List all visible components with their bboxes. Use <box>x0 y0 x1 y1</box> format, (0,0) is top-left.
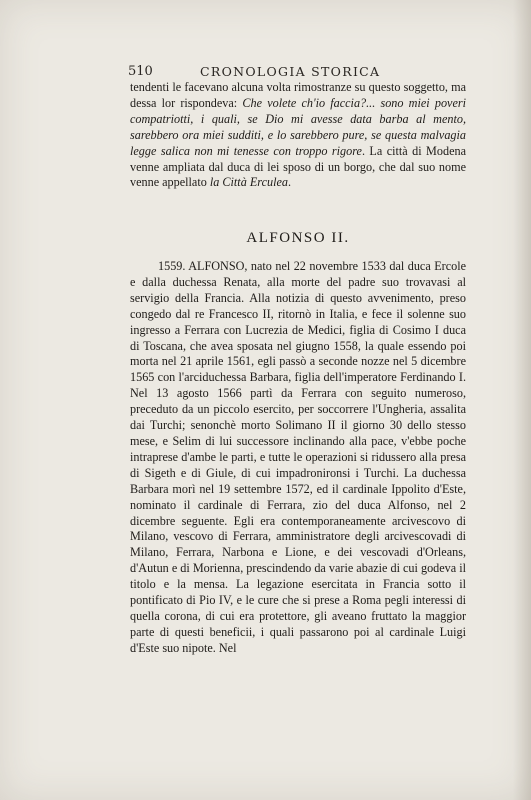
running-head: CRONOLOGIA STORICA <box>200 64 381 79</box>
page-edge-shadow <box>513 0 531 800</box>
italic-quote: Che volete ch'io faccia?... sono miei poveri compatriotti, i quali, se Dio mi avesse data barba al mento, sarebbero ora miei sudditi, e lo sarebbero pure, se questa malvagia legge salica non mi tenesse con troppo rigore <box>130 95 466 158</box>
paragraph-alfonso: 1559. ALFONSO, nato nel 22 novembre 1533 dal duca Ercole e dalla duchessa Renata, alla morte del padre suo trovavasi al servigio della Francia. Alla notizia di questo avvenimento, preso congedo dal re Francesco II, ritornò in Italia, e fece il solenne suo ingresso a Ferrara con Lucrezia de Medici, figlia di Cosimo I duca di Toscana, che avea sposata nel giugno 1558, la quale essendo poi morta nel 21 aprile 1561, egli passò a seconde nozze nel 5 dicembre 1565 con l'arciduchessa Barbara, figlia dell'imperatore Ferdinando I. Nel 13 agosto 1566 partì da Ferrara con seguito numeroso, preceduto da un piccolo esercito, per soccorrere l'Ungheria, assalita dai Turchi; senonchè morto Solimano II il giorno 30 dello stesso mese, e Selim di lui successore inclinando alla pace, v'ebbe poche intraprese d'ambe le parti, e tutte le operazioni si ridussero alla presa di Sigeth e di Giule, di cui impadronironsi i Turchi. La duchessa Barbara morì nel 19 settembre 1572, ed il cardinale Ippolito d'Este, nominato il cardinale di Ferrara, zio del duca Alfonso, nel 2 dicembre seguente. Egli era contemporaneamente arcivescovo di Milano, vescovo di Ferrara, amministratore degli arcivescovadi di Milano, Ferrara, Narbona e Lione, e dei vescovadi d'Orleans, d'Autun e di Morienna, prescindendo da varie abazie di cui godeva il titolo e la mensa. La legazione esercitata in Francia sotto il pontificato di Pio IV, e le cure che si prese a Roma pegli interessi di quella corona, di cui era protettore, gli aveano fruttato la maggior parte di questi beneficii, i quali passarono poi al cardinale Luigi d'Este suo nipote. Nel <box>130 259 466 655</box>
section-title: ALFONSO II. <box>246 230 350 246</box>
paragraph-continuation <box>130 80 466 191</box>
text-run: . La città di Modena venne ampliata dal duca di lei sposo di un borgo, che dal suo nome venne appellato <box>130 143 466 190</box>
italic-name: la Città Erculea <box>209 175 288 190</box>
text-run: tendenti le facevano alcuna volta rimostranze su questo soggetto, ma dessa lor rispondeva: <box>130 80 466 110</box>
text-run: . <box>287 175 292 190</box>
page-number: 510 <box>128 64 153 79</box>
